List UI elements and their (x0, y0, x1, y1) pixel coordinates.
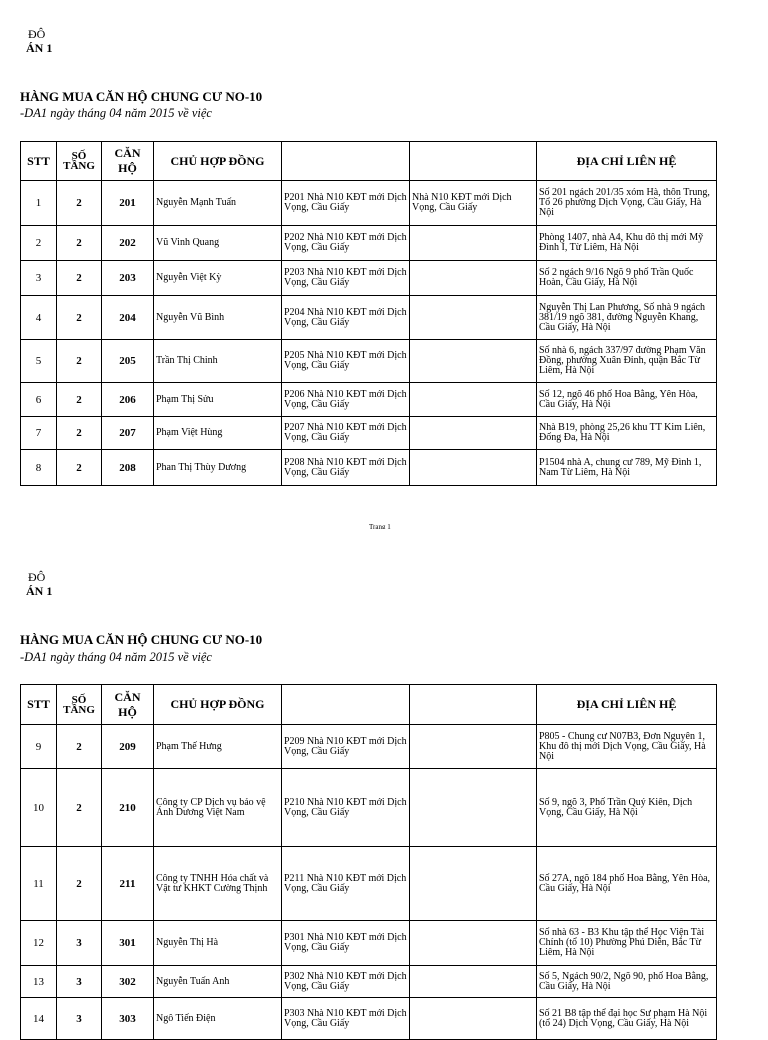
row-extra (410, 261, 537, 296)
table-row (21, 450, 717, 486)
row-extra (410, 417, 537, 450)
table-row (21, 921, 717, 966)
table-row (21, 181, 717, 226)
row-apartment: P208 Nhà N10 KĐT mới Dịch Vọng, Cầu Giấy (282, 450, 410, 486)
row-extra (410, 847, 537, 921)
row-apartment: P301 Nhà N10 KĐT mới Dịch Vọng, Cầu Giấy (282, 921, 410, 966)
row-unit: 205 (102, 340, 154, 383)
col-apartment (282, 685, 410, 725)
row-extra (410, 226, 537, 261)
row-address: Số 2 ngách 9/16 Ngõ 9 phố Trần Quốc Hoàn, Cầu Giấy, Hà Nội (537, 261, 717, 296)
row-owner: Nguyễn Tuấn Anh (154, 966, 282, 998)
page-title: HÀNG MUA CĂN HỘ CHUNG CƯ NO-10 (20, 632, 263, 647)
page-footer: Trang 1 (369, 523, 391, 529)
row-owner: Ngô Tiến Điện (154, 998, 282, 1040)
table-row (21, 725, 717, 769)
row-floor: 2 (57, 261, 102, 296)
row-apartment: P303 Nhà N10 KĐT mới Dịch Vọng, Cầu Giấy (282, 998, 410, 1040)
row-stt: 5 (21, 340, 57, 383)
row-apartment: P209 Nhà N10 KĐT mới Dịch Vọng, Cầu Giấy (282, 725, 410, 769)
row-address: P805 - Chung cư N07B3, Đơn Nguyên 1, Khu đô thị mới Dịch Vọng, Cầu Giấy, Hà Nội (537, 725, 717, 769)
row-unit: 204 (102, 296, 154, 340)
row-stt: 11 (21, 847, 57, 921)
table-header-row (21, 685, 717, 725)
row-extra (410, 769, 537, 847)
row-extra (410, 966, 537, 998)
row-owner: Nguyễn Vũ Bình (154, 296, 282, 340)
row-stt: 12 (21, 921, 57, 966)
row-floor: 2 (57, 769, 102, 847)
row-apartment: P201 Nhà N10 KĐT mới Dịch Vọng, Cầu Giấy (282, 181, 410, 226)
col-apartment (282, 142, 410, 181)
row-floor: 2 (57, 450, 102, 486)
contract-table-page-2 (20, 684, 717, 1040)
page-subtitle: -DA1 ngày tháng 04 năm 2015 về việc (20, 650, 212, 664)
table-row (21, 998, 717, 1040)
row-floor: 2 (57, 725, 102, 769)
table-row (21, 340, 717, 383)
row-extra: Nhà N10 KĐT mới Dịch Vọng, Cầu Giấy (410, 181, 537, 226)
row-address: Số nhà 63 - B3 Khu tập thể Học Viện Tài Chính (tổ 10) Phường Phú Diễn, Bắc Từ Liêm, Hà Nội (537, 921, 717, 966)
col-address: ĐỊA CHỈ LIÊN HỆ (537, 685, 717, 725)
row-unit: 208 (102, 450, 154, 486)
row-floor: 2 (57, 296, 102, 340)
col-unit: CĂN HỘ (102, 685, 154, 725)
col-stt: STT (21, 685, 57, 725)
row-unit: 207 (102, 417, 154, 450)
row-unit: 202 (102, 226, 154, 261)
row-stt: 6 (21, 383, 57, 417)
col-extra (410, 142, 537, 181)
row-floor: 2 (57, 340, 102, 383)
row-unit: 303 (102, 998, 154, 1040)
row-extra (410, 450, 537, 486)
row-address: Số 9, ngõ 3, Phố Trần Quý Kiên, Dịch Vọng, Cầu Giấy, Hà Nội (537, 769, 717, 847)
row-stt: 10 (21, 769, 57, 847)
row-apartment: P205 Nhà N10 KĐT mới Dịch Vọng, Cầu Giấy (282, 340, 410, 383)
row-floor: 3 (57, 966, 102, 998)
page-title: HÀNG MUA CĂN HỘ CHUNG CƯ NO-10 (20, 89, 263, 104)
col-owner: CHỦ HỢP ĐỒNG (154, 142, 282, 181)
row-floor: 3 (57, 998, 102, 1040)
row-owner: Công ty CP Dịch vụ bảo vệ Ánh Dương Việt Nam (154, 769, 282, 847)
table-body (21, 181, 717, 486)
row-address: Số 5, Ngách 90/2, Ngõ 90, phố Hoa Bằng, Cầu Giấy, Hà Nội (537, 966, 717, 998)
table-row (21, 966, 717, 998)
col-unit: CĂN HỘ (102, 142, 154, 181)
row-address: Nhà B19, phòng 25,26 khu TT Kim Liên, Đống Đa, Hà Nội (537, 417, 717, 450)
row-apartment: P202 Nhà N10 KĐT mới Dịch Vọng, Cầu Giấy (282, 226, 410, 261)
row-extra (410, 921, 537, 966)
row-unit: 211 (102, 847, 154, 921)
row-apartment: P302 Nhà N10 KĐT mới Dịch Vọng, Cầu Giấy (282, 966, 410, 998)
row-stt: 8 (21, 450, 57, 486)
col-stt: STT (21, 142, 57, 181)
row-stt: 9 (21, 725, 57, 769)
row-apartment: P211 Nhà N10 KĐT mới Dịch Vọng, Cầu Giấy (282, 847, 410, 921)
row-extra (410, 340, 537, 383)
col-floor: SỐ TẦNG (57, 142, 102, 181)
row-floor: 2 (57, 847, 102, 921)
header-an: ÁN 1 (26, 41, 53, 55)
header-do: ĐÔ (28, 27, 46, 41)
table-row (21, 226, 717, 261)
contract-table-page-1 (20, 141, 717, 486)
row-apartment: P206 Nhà N10 KĐT mới Dịch Vọng, Cầu Giấy (282, 383, 410, 417)
table-body (21, 725, 717, 1040)
row-unit: 209 (102, 725, 154, 769)
row-floor: 2 (57, 417, 102, 450)
row-extra (410, 296, 537, 340)
row-owner: Phạm Thế Hưng (154, 725, 282, 769)
row-extra (410, 725, 537, 769)
row-stt: 13 (21, 966, 57, 998)
row-floor: 2 (57, 181, 102, 226)
col-floor: SỐ TẦNG (57, 685, 102, 725)
table-row (21, 261, 717, 296)
header-an: ÁN 1 (26, 584, 53, 598)
row-apartment: P203 Nhà N10 KĐT mới Dịch Vọng, Cầu Giấy (282, 261, 410, 296)
row-address: Phòng 1407, nhà A4, Khu đô thị mới Mỹ Đình I, Từ Liêm, Hà Nội (537, 226, 717, 261)
table-header-row (21, 142, 717, 181)
row-floor: 2 (57, 383, 102, 417)
row-unit: 301 (102, 921, 154, 966)
row-owner: Trần Thị Chinh (154, 340, 282, 383)
table-row (21, 769, 717, 847)
col-owner: CHỦ HỢP ĐỒNG (154, 685, 282, 725)
row-stt: 3 (21, 261, 57, 296)
row-floor: 2 (57, 226, 102, 261)
row-owner: Phan Thị Thùy Dương (154, 450, 282, 486)
header-do: ĐÔ (28, 570, 46, 584)
row-owner: Vũ Vinh Quang (154, 226, 282, 261)
row-unit: 302 (102, 966, 154, 998)
row-owner: Nguyễn Mạnh Tuấn (154, 181, 282, 226)
row-floor: 3 (57, 921, 102, 966)
row-owner: Công ty TNHH Hóa chất và Vật tư KHKT Cường Thịnh (154, 847, 282, 921)
table-row (21, 383, 717, 417)
row-address: P1504 nhà A, chung cư 789, Mỹ Đình 1, Nam Từ Liêm, Hà Nội (537, 450, 717, 486)
row-stt: 4 (21, 296, 57, 340)
row-owner: Phạm Việt Hùng (154, 417, 282, 450)
row-unit: 201 (102, 181, 154, 226)
row-stt: 14 (21, 998, 57, 1040)
row-address: Số nhà 6, ngách 337/97 đường Phạm Văn Đồng, phường Xuân Đỉnh, quận Bắc Từ Liêm, Hà Nội (537, 340, 717, 383)
col-address: ĐỊA CHỈ LIÊN HỆ (537, 142, 717, 181)
row-apartment: P207 Nhà N10 KĐT mới Dịch Vọng, Cầu Giấy (282, 417, 410, 450)
row-address: Số 201 ngách 201/35 xóm Hà, thôn Trung, Tổ 26 phường Dịch Vọng, Cầu Giấy, Hà Nội (537, 181, 717, 226)
row-unit: 210 (102, 769, 154, 847)
row-unit: 206 (102, 383, 154, 417)
row-apartment: P210 Nhà N10 KĐT mới Dịch Vọng, Cầu Giấy (282, 769, 410, 847)
row-owner: Phạm Thị Sửu (154, 383, 282, 417)
row-address: Số 21 B8 tập thể đại học Sư phạm Hà Nội (tổ 24) Dịch Vọng, Cầu Giấy, Hà Nội (537, 998, 717, 1040)
row-extra (410, 998, 537, 1040)
table-row (21, 296, 717, 340)
row-stt: 7 (21, 417, 57, 450)
row-apartment: P204 Nhà N10 KĐT mới Dịch Vọng, Cầu Giấy (282, 296, 410, 340)
table-row (21, 417, 717, 450)
row-stt: 1 (21, 181, 57, 226)
row-address: Số 27A, ngõ 184 phố Hoa Bằng, Yên Hòa, Cầu Giấy, Hà Nội (537, 847, 717, 921)
row-owner: Nguyễn Việt Kỳ (154, 261, 282, 296)
row-unit: 203 (102, 261, 154, 296)
row-address: Số 12, ngõ 46 phố Hoa Bằng, Yên Hòa, Cầu Giấy, Hà Nội (537, 383, 717, 417)
row-owner: Nguyễn Thị Hà (154, 921, 282, 966)
page-subtitle: -DA1 ngày tháng 04 năm 2015 về việc (20, 106, 212, 120)
col-extra (410, 685, 537, 725)
table-row (21, 847, 717, 921)
row-extra (410, 383, 537, 417)
row-stt: 2 (21, 226, 57, 261)
row-address: Nguyễn Thị Lan Phương, Số nhà 9 ngách 381/19 ngõ 381, đường Nguyễn Khang, Cầu Giấy, Hà Nội (537, 296, 717, 340)
